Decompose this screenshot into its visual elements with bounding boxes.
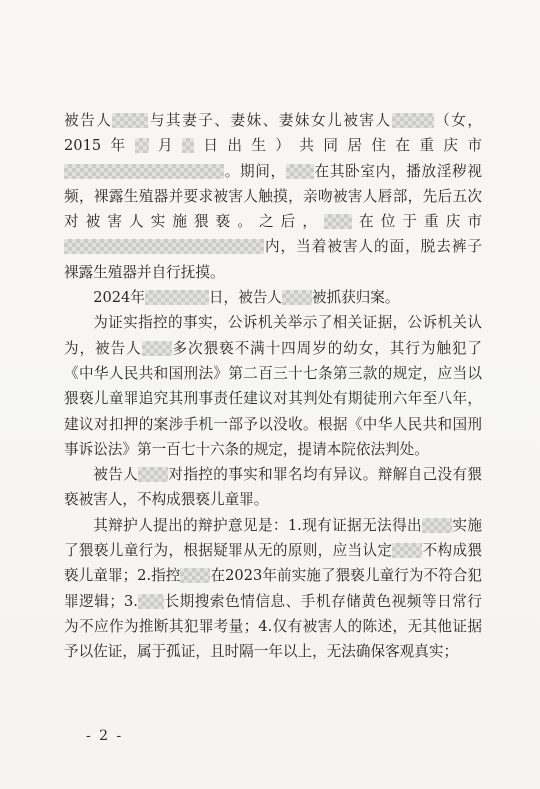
text-segment: 其辩护人提出的辩护意见是：1.现有证据无法得出 (93, 516, 423, 534)
text-segment: 与其妻子、妻妹、妻妹女儿被害人 (148, 112, 392, 129)
text-segment: 多次猥亵不满十四周岁的幼女，其行为触犯了《中华人民共和国刑法》第二百三十七条第三款的规定，应当以猥亵儿童罪追究其刑事责任建议对其判处有期徒刑六年至八年，建议对扣押的案涉手机一部予以没收。根据《中华人民共和国刑事诉讼法》第一百七十六条的规定，提请本院依法判处。 (64, 339, 482, 458)
text-segment: 在其卧室内，播放淫秽视频，裸露生殖器并要求被害人触摸，亲吻被害人唇部，先后五次对被害人实施猥亵。之后， (64, 162, 482, 231)
redaction-block (392, 543, 422, 558)
paragraph-defense-opinion (64, 513, 482, 665)
page-number: - 2 - (86, 728, 124, 744)
text-segment: 为证实指控的事实，公诉机关举示了相关证据，公诉机关认为，被告人 (64, 314, 482, 357)
redaction-block (135, 138, 149, 153)
text-segment: 被告人 (93, 466, 139, 484)
redaction-block (422, 518, 452, 533)
redaction-block (282, 290, 312, 305)
text-segment: 在2023年前实施了猥亵儿童行为不符合犯罪逻辑；3. (64, 567, 482, 610)
text-segment: （女，2015年 (64, 112, 482, 155)
paragraph-arrest (64, 285, 482, 310)
text-segment: 对指控的事实和罪名均有异议。辩解自己没有猥亵被害人，不构成猥亵儿童罪。 (64, 466, 482, 509)
redaction-block (138, 467, 168, 482)
text-segment: 实施了猥亵儿童行为，根据疑罪从无的原则，应当认定 (64, 516, 482, 560)
redaction-block (64, 164, 224, 179)
text-segment: 被告人 (64, 112, 113, 129)
document-body (64, 108, 482, 665)
text-segment: 长期搜索色情信息、手机存储黄色视频等日常行为不应作为推断其犯罪考量；4.仅有被害人的陈述，无其他证据予以佐证，属于孤证，且时隔一年以上，无法确保客观真实； (64, 592, 482, 661)
redaction-block (392, 113, 434, 128)
paragraph-case-facts (64, 108, 482, 285)
text-segment: 内，当着被害人的面，脱去裤子裸露生殖器并自行抚摸。 (64, 238, 482, 281)
text-segment: 2024年 (93, 289, 145, 307)
redaction-block (324, 214, 352, 229)
redaction-block (180, 568, 210, 583)
text-segment: 被抓获归案。 (311, 289, 400, 307)
redaction-block (64, 239, 264, 254)
redaction-block (142, 341, 172, 356)
redaction-block (145, 290, 209, 305)
text-segment: 在位于重庆市 (351, 213, 482, 231)
text-segment: 日，被告人 (208, 289, 282, 307)
redaction-block (286, 164, 314, 179)
text-segment: 月 (148, 137, 182, 155)
redaction-block (138, 594, 164, 609)
redaction-block (112, 113, 148, 128)
redaction-block (182, 138, 194, 153)
paragraph-defendant-objection (64, 462, 482, 513)
text-segment: 。期间， (224, 162, 286, 180)
text-segment: 不构成猥亵儿童罪；2.指控 (64, 542, 482, 585)
text-segment: 日出生）共同居住在重庆市 (193, 137, 482, 155)
paragraph-prosecution (64, 310, 482, 462)
